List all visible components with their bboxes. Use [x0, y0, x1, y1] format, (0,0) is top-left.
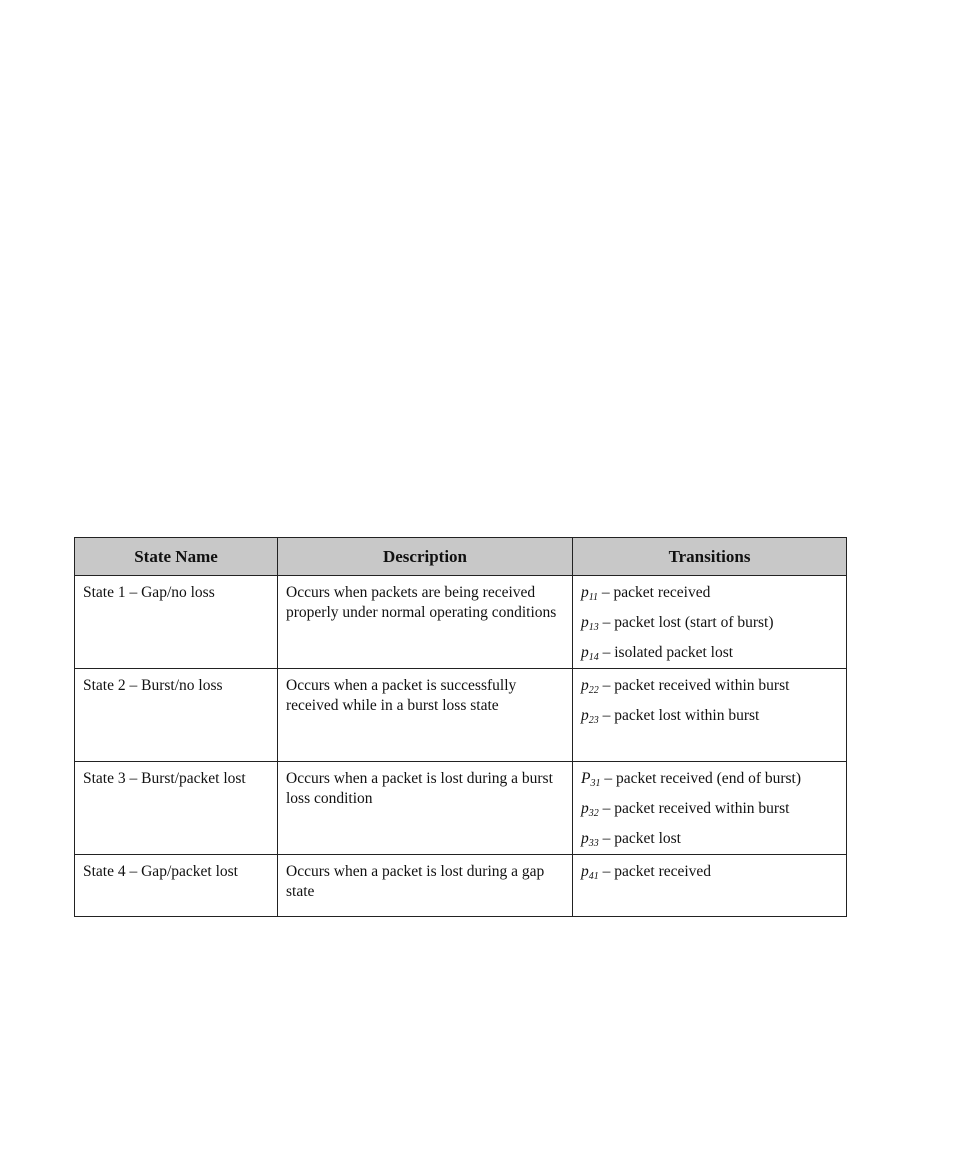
transition-text: – packet received within burst	[598, 677, 790, 694]
header-transitions: Transitions	[573, 538, 847, 576]
transition-symbol: $p_{11}$	[581, 584, 599, 603]
transition-item	[581, 862, 838, 882]
transition-symbol: $p_{41}$	[581, 863, 599, 882]
transition-symbol: $P_{31}$	[581, 770, 601, 789]
table-row	[75, 762, 847, 855]
transitions-cell	[573, 669, 847, 762]
description-cell: Occurs when packets are being received properly under normal operating conditions	[278, 576, 573, 669]
transition-item	[581, 829, 838, 849]
transition-text: – packet lost within burst	[598, 707, 760, 724]
transition-text: – packet received (end of burst)	[600, 770, 802, 787]
transition-text: – packet received	[598, 863, 712, 880]
state-transition-table	[74, 537, 847, 917]
transitions-cell	[573, 762, 847, 855]
state-name-cell: State 4 – Gap/packet lost	[75, 855, 278, 917]
transition-symbol: $p_{13}$	[581, 614, 599, 633]
state-name-cell: State 3 – Burst/packet lost	[75, 762, 278, 855]
table-header-row	[75, 538, 847, 576]
transition-symbol: $p_{33}$	[581, 830, 599, 849]
transition-item	[581, 706, 838, 726]
transition-text: – packet lost	[598, 830, 681, 847]
state-name-cell: State 1 – Gap/no loss	[75, 576, 278, 669]
transition-item	[581, 613, 838, 633]
transition-symbol: $p_{22}$	[581, 677, 599, 696]
transition-symbol: $p_{23}$	[581, 707, 599, 726]
transitions-cell	[573, 855, 847, 917]
table-row	[75, 855, 847, 917]
description-cell: Occurs when a packet is successfully received while in a burst loss state	[278, 669, 573, 762]
transition-text: – packet received	[598, 584, 711, 601]
header-description: Description	[278, 538, 573, 576]
transition-item	[581, 643, 838, 663]
state-name-cell: State 2 – Burst/no loss	[75, 669, 278, 762]
transition-item	[581, 583, 838, 603]
transition-item	[581, 799, 838, 819]
transition-item	[581, 676, 838, 696]
transition-text: – packet lost (start of burst)	[598, 614, 774, 631]
description-cell: Occurs when a packet is lost during a burst loss condition	[278, 762, 573, 855]
transitions-cell	[573, 576, 847, 669]
header-state-name: State Name	[75, 538, 278, 576]
description-cell: Occurs when a packet is lost during a gap state	[278, 855, 573, 917]
transition-symbol: $p_{32}$	[581, 800, 599, 819]
table-row	[75, 669, 847, 762]
transition-text: – packet received within burst	[598, 800, 790, 817]
table-row	[75, 576, 847, 669]
transition-symbol: $p_{14}$	[581, 644, 599, 663]
transition-text: – isolated packet lost	[598, 644, 734, 661]
transition-item	[581, 769, 838, 789]
